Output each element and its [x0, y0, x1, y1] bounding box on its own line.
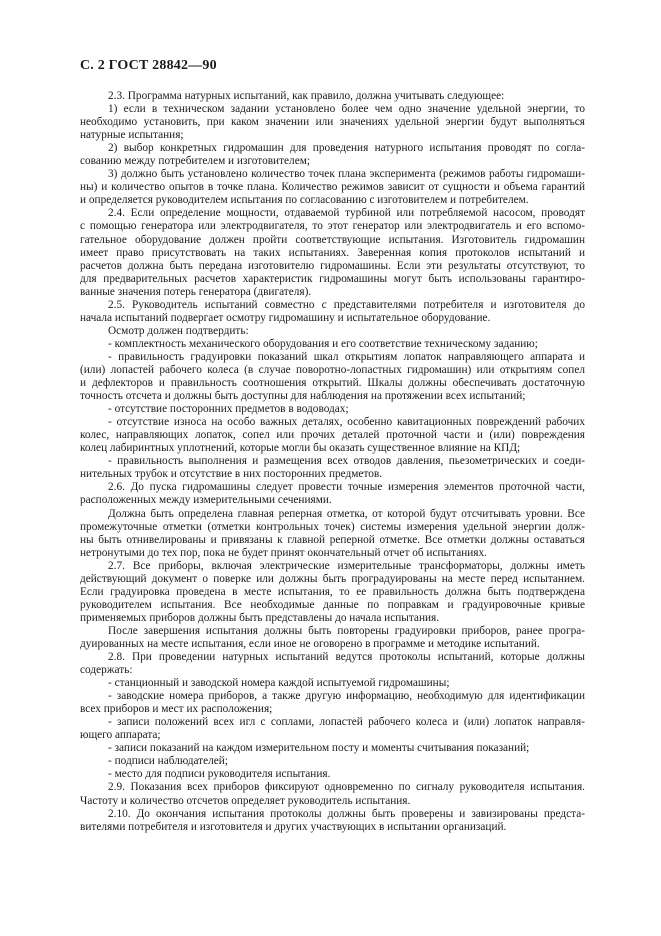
- text-line: 2) выбор конкретных гидромашин для проведения натурного испытания проводят по согла-: [108, 142, 585, 155]
- text-line: сованию между потребителем и изготовителем;: [80, 155, 310, 168]
- text-line: ющего аппарата;: [80, 729, 161, 742]
- text-line: и дефлекторов и правильность соотношения открытий. Шкалы должны обеспечивать достаточную: [80, 377, 585, 390]
- text-line: натурные испытания;: [80, 129, 184, 142]
- text-line: - станционный и заводской номера каждой испытуемой гидромашины;: [108, 677, 450, 690]
- text-line: После завершения испытания должны быть повторены градуировки приборов, ранее програ-: [108, 624, 585, 637]
- text-line: - записи показаний на каждом измерительном посту и моменты считывания показаний;: [108, 742, 530, 755]
- text-line: ны) и количество опытов в точке плана. Количество режимов зависит от сущности и объема гарантий: [80, 181, 585, 194]
- text-line: 2.9. Показания всех приборов фиксируют одновременно по сигналу руководителя испытания.: [108, 781, 585, 794]
- text-line: ванные значения потерь генератора (двигателя).: [80, 285, 312, 298]
- text-line: 2.4. Если определение мощности, отдаваемой турбиной или потребляемой насосом, проводят: [108, 207, 585, 220]
- text-line: имеет право присутствовать на таких испытаниях. Заверенная копия протоколов испытаний и: [80, 246, 585, 259]
- text-line: 3) должно быть установлено количество точек плана эксперимента (режимов работы гидромаши-: [108, 168, 585, 181]
- text-line: - комплектность механического оборудования и его соответствие техническому заданию;: [108, 337, 538, 350]
- text-line: точность отсчета и должны быть доступны для наблюдения на протяжении всех испытаний;: [80, 390, 526, 403]
- text-line: нительных трубок и отсутствие в них посторонних предметов.: [80, 468, 383, 481]
- document-body: [80, 90, 585, 834]
- text-line: промежуточные отметки (отметки контрольных точек) системы измерения удельной энергии долж-: [80, 520, 585, 533]
- text-line: 2.5. Руководитель испытаний совместно с представителями потребителя и изготовителя до: [108, 298, 585, 311]
- text-line: - отсутствие износа на особо важных деталях, особенно кавитационных повреждений рабочих: [108, 416, 585, 429]
- text-line: вителями потребителя и изготовителя и других участвующих в испытании организаций.: [80, 820, 507, 833]
- text-line: - отсутствие посторонних предметов в водоводах;: [108, 403, 349, 416]
- text-line: и определяется руководителем испытания по согласованию с изготовителем и потребителем.: [80, 194, 529, 207]
- text-line: Должна быть определена главная реперная отметка, от которой будут отсчитывать уровни. Все: [108, 507, 585, 520]
- text-line: - записи положений всех игл с соплами, лопастей рабочего колеса и (или) лопаток направля-: [108, 716, 585, 729]
- text-line: Осмотр должен подтвердить:: [108, 324, 249, 337]
- text-line: содержать:: [80, 664, 133, 677]
- text-line: с помощью генератора или электродвигателя, то этот генератор или электродвигатель и его вспомо-: [80, 220, 585, 233]
- text-line: Если градуировка проведена в месте испытания, то ее правильность должна быть подтверждена: [80, 585, 585, 598]
- text-line: колец лабиринтных уплотнений, которые могли бы оказать существенное влияние на КПД;: [80, 442, 521, 455]
- page-header: С. 2 ГОСТ 28842—90: [80, 58, 217, 73]
- text-line: дуированных на месте испытания, если иное не оговорено в программе и методике испытаний.: [80, 637, 540, 650]
- text-line: - правильность выполнения и размещения всех отводов давления, пьезометрических и соеди-: [108, 455, 585, 468]
- text-line: действующий документ о поверке или должны быть проградуированы на месте перед испытанием.: [80, 572, 585, 585]
- text-line: ны быть отнивелированы и привязаны к главной реперной отметке. Все отметки должны оставаться: [80, 533, 585, 546]
- text-line: - подписи наблюдателей;: [108, 755, 228, 768]
- text-line: (или) лопастей рабочего колеса (в случае поворотно-лопастных гидромашин) или открытиям сопел: [80, 363, 585, 376]
- text-line: расчетов должна быть передана изготовителю гидромашины. Если эти результаты отсутствуют, то: [80, 259, 585, 272]
- text-line: всех приборов и мест их расположения;: [80, 703, 273, 716]
- text-line: 1) если в техническом задании установлено более чем одно значение удельной энергии, то: [108, 103, 585, 116]
- text-line: начала испытаний подвергает осмотру гидромашину и испытательное оборудование.: [80, 311, 491, 324]
- text-line: необходимо установить, при каком значении или значениях удельной энергии будут выполняться: [80, 116, 585, 129]
- text-line: - место для подписи руководителя испытания.: [108, 768, 331, 781]
- text-line: Частоту и количество отсчетов определяет руководитель испытания.: [80, 794, 411, 807]
- text-line: колес, направляющих лопаток, сопел или прочих деталей проточной части и (или) повреждения: [80, 429, 585, 442]
- text-line: 2.8. При проведении натурных испытаний ведутся протоколы испытаний, которые должны: [108, 651, 585, 664]
- text-line: - заводские номера приборов, а также другую информацию, необходимую для идентификации: [108, 690, 585, 703]
- text-line: руководителем испытания. Все необходимые данные по поправкам и градуировочные кривые: [80, 598, 585, 611]
- text-line: для предварительных расчетов характеристик гидромашины могут быть использованы гарантиро-: [80, 272, 585, 285]
- text-line: нетронутыми до тех пор, пока не будет принят окончательный отчет об испытаниях.: [80, 546, 487, 559]
- text-line: 2.10. До окончания испытания протоколы должны быть проверены и завизированы предста-: [108, 807, 585, 820]
- text-line: - правильность градуировки показаний шкал открытиям лопаток направляющего аппарата и: [108, 350, 585, 363]
- text-line: применяемых приборов должны быть представлены до начала испытания.: [80, 611, 440, 624]
- text-line: гательное оборудование должен пройти соответствующие испытания. Изготовитель гидромашин: [80, 233, 585, 246]
- text-line: расположенных между измерительными сечениями.: [80, 494, 332, 507]
- text-line: 2.7. Все приборы, включая электрические измерительные трансформаторы, должны иметь: [108, 559, 585, 572]
- text-line: 2.3. Программа натурных испытаний, как правило, должна учитывать следующее:: [108, 90, 505, 102]
- text-line: 2.6. До пуска гидромашины следует провести точные измерения элементов проточной части,: [108, 481, 585, 494]
